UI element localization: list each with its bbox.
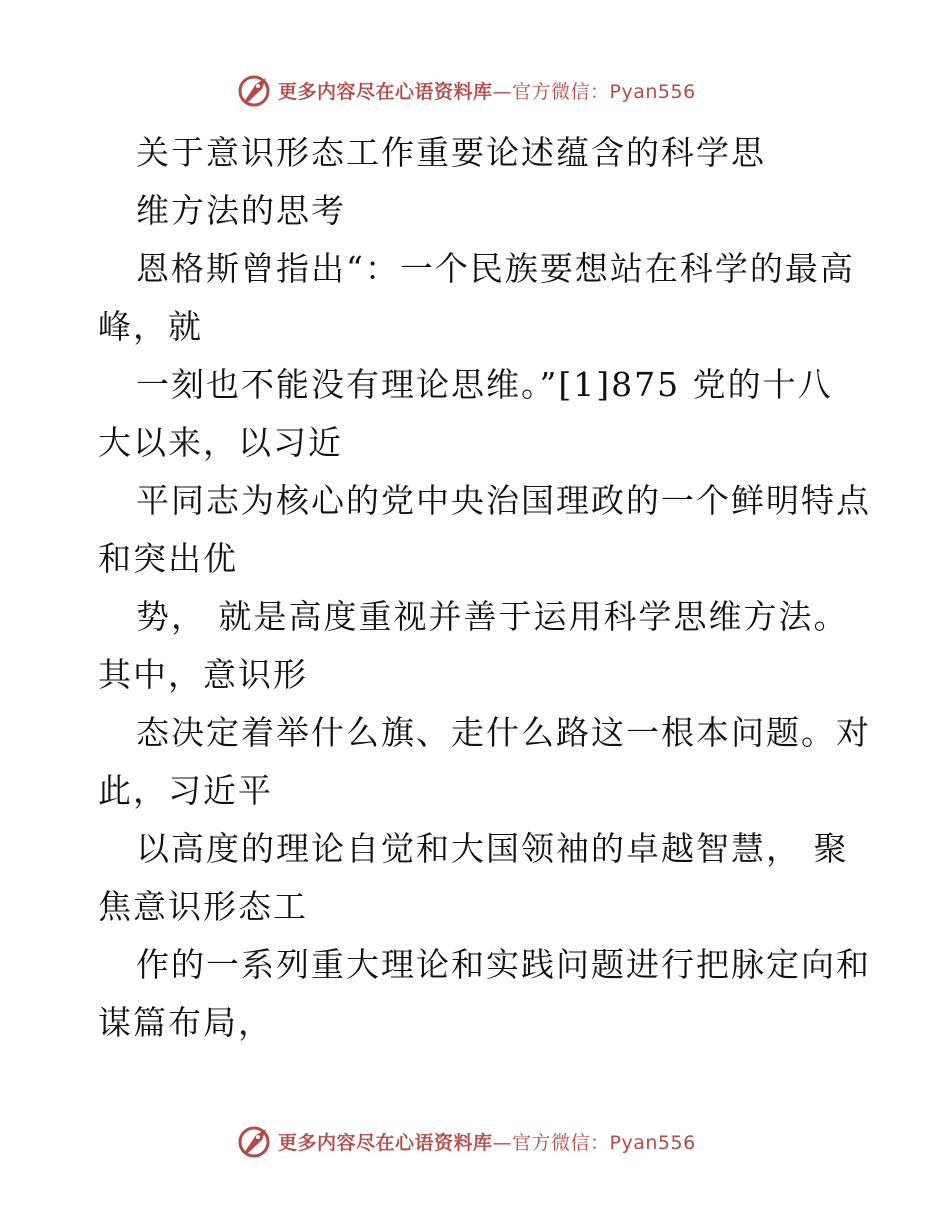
watermark-contact-label: 官方微信： — [512, 1131, 610, 1154]
paragraph-line: 平同志为核心的党中央治国理政的一个鲜明特点 — [136, 481, 871, 520]
watermark-wechat-id: Pyan556 — [609, 1131, 696, 1154]
paragraph-line-wrap: 和突出优 — [98, 539, 238, 578]
footer-watermark — [236, 1121, 696, 1161]
watermark-contact-label: 官方微信： — [512, 80, 610, 103]
watermark-main-text: 更多内容尽在心语资料库 — [278, 80, 493, 103]
paragraph-line-wrap: 峰，就 — [98, 307, 203, 346]
paragraph-line: 势， 就是高度重视并善于运用科学思维方法。 — [136, 597, 849, 636]
paragraph-line-wrap: 大以来，以习近 — [98, 423, 343, 462]
paragraph-line: 以高度的理论自觉和大国领袖的卓越智慧， 聚 — [136, 829, 849, 868]
pen-nib-logo-icon — [236, 1123, 272, 1159]
title-line-1: 关于意识形态工作重要论述蕴含的科学思 — [136, 133, 766, 172]
pen-nib-logo-icon — [236, 72, 272, 108]
title-line-2: 维方法的思考 — [136, 191, 346, 230]
watermark-wechat-id: Pyan556 — [609, 80, 696, 103]
header-watermark — [236, 70, 696, 110]
watermark-separator: — — [492, 80, 513, 103]
paragraph-line-wrap: 其中，意识形 — [98, 655, 308, 694]
paragraph-line-wrap: 谋篇布局， — [98, 1003, 273, 1042]
paragraph-line-wrap: 此，习近平 — [98, 771, 273, 810]
paragraph-line: 一刻也不能没有理论思维。”[1]875 党的十八 — [136, 365, 833, 404]
paragraph-line: 态决定着举什么旗、走什么路这一根本问题。对 — [136, 713, 871, 752]
watermark-separator: — — [492, 1131, 513, 1154]
watermark-main-text: 更多内容尽在心语资料库 — [278, 1131, 493, 1154]
paragraph-line-wrap: 焦意识形态工 — [98, 887, 308, 926]
paragraph-line: 恩格斯曾指出“：一个民族要想站在科学的最高 — [136, 249, 855, 288]
document-body — [98, 124, 871, 1052]
paragraph-line: 作的一系列重大理论和实践问题进行把脉定向和 — [136, 945, 871, 984]
